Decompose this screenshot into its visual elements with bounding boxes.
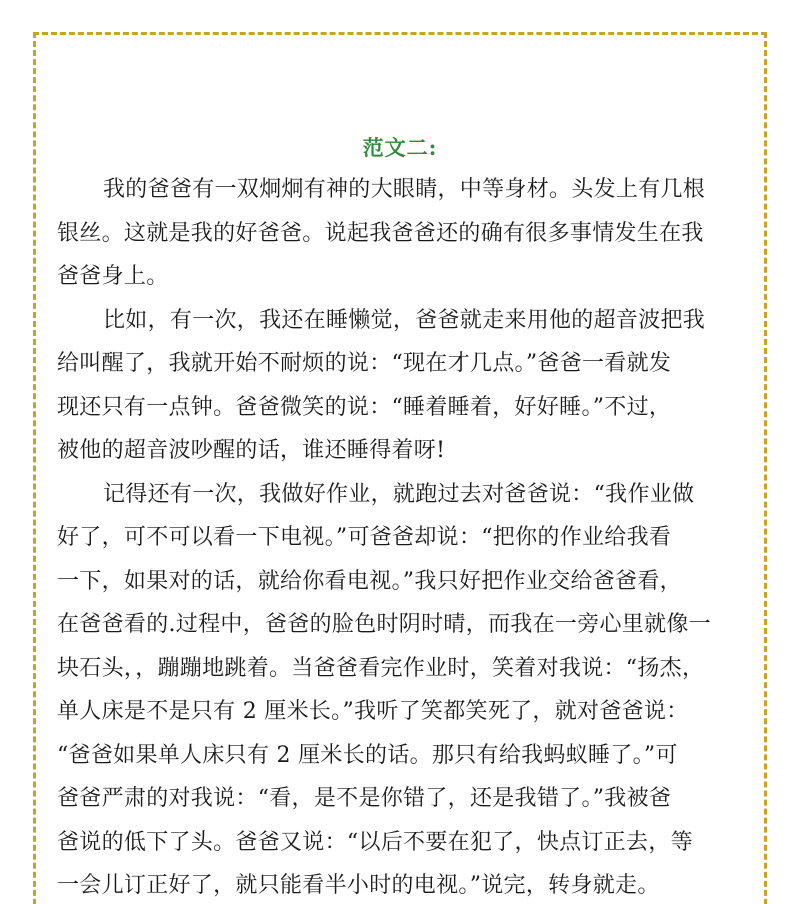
text-line: 好了，可不可以看一下电视。”可爸爸却说：“把你的作业给我看: [57, 525, 672, 550]
text-line: 爸爸严肃的对我说：“看，是不是你错了，还是我错了。”我被爸: [57, 786, 672, 811]
text-line: 给叫醒了，我就开始不耐烦的说：“现在才几点。”爸爸一看就发: [57, 351, 672, 376]
text-line: 银丝。这就是我的好爸爸。说起我爸爸还的确有很多事情发生在我: [57, 220, 704, 246]
text-line: 被他的超音波吵醒的话，谁还睡得着呀!: [57, 438, 446, 463]
text-line: 块石头，，蹦蹦地跳着。当爸爸看完作业时，笑着对我说：“扬杰，: [57, 655, 705, 681]
text-line: 我的爸爸有一双炯炯有神的大眼睛，中等身材。头发上有几根: [103, 177, 706, 202]
text-line: 记得还有一次，我做好作业，就跑过去对爸爸说：“我作业做: [103, 481, 695, 507]
paragraph-1: [57, 168, 743, 299]
paragraph-2: [57, 299, 743, 473]
text-line: “爸爸如果单人床只有 2 厘米长的话。那只有给我蚂蚁睡了。”可: [57, 742, 678, 768]
text-line: 在爸爸看的.过程中，爸爸的脸色时阴时晴，而我在一旁心里就像一: [57, 612, 711, 637]
article-title: 范文二:: [362, 135, 438, 160]
text-line: 比如，有一次，我还在睡懒觉，爸爸就走来用他的超音波把我: [103, 307, 706, 333]
text-line: 一会儿订正好了，就只能看半小时的电视。”说完，转身就走。: [57, 873, 660, 898]
text-line: 爸爸身上。: [57, 264, 169, 289]
text-line: 单人床是不是只有 2 厘米长。”我听了笑都笑死了，就对爸爸说：: [57, 699, 689, 724]
text-line: 现还只有一点钟。爸爸微笑的说：“睡着睡着，好好睡。”不过，: [57, 394, 672, 420]
paragraph-3: [57, 473, 743, 904]
article-body: [57, 128, 743, 904]
text-line: 爸说的低下了头。爸爸又说：“以后不要在犯了，快点订正去，等: [57, 829, 693, 855]
text-line: 一下，如果对的话，就给你看电视。”我只好把作业交给爸爸看，: [57, 568, 682, 594]
